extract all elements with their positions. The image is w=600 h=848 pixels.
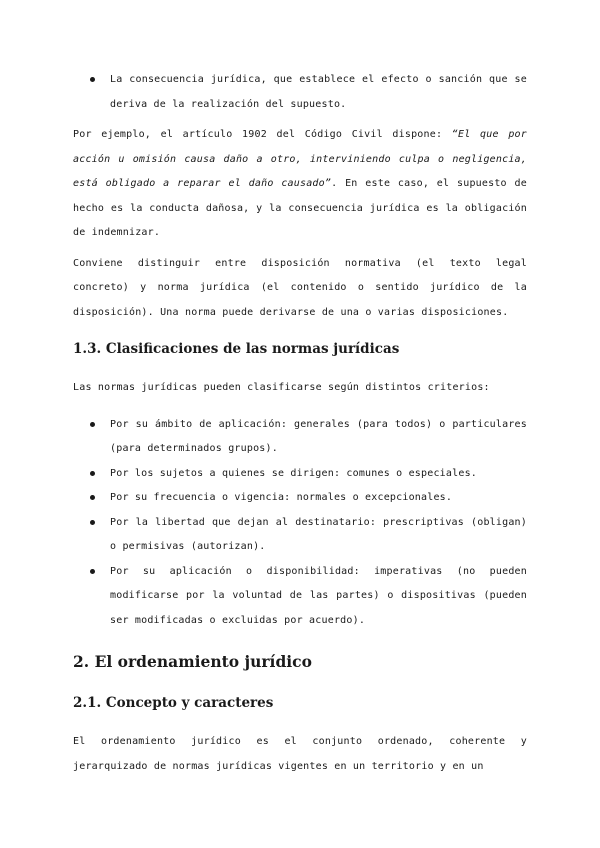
list-item: Por la libertad que dejan al destinatario: prescriptivas (obligan) o permisivas (autorizan). <box>73 511 527 560</box>
bullet-icon <box>90 471 95 476</box>
paragraph-example: Por ejemplo, el artículo 1902 del Código Civil dispone: “El que por acción u omisión causa daño a otro, interviniendo culpa o negligencia, está obligado a reparar el daño causado”. En este caso, el supuesto de hecho es la conducta dañosa, y la consecuencia jurídica es la obligación de indemnizar. <box>73 129 527 238</box>
section-heading-1-3: 1.3. Clasificaciones de las normas jurídicas <box>73 341 400 357</box>
section-heading-2-1: 2.1. Concepto y caracteres <box>73 695 274 711</box>
bullet-icon <box>90 77 95 82</box>
document-page <box>73 68 527 779</box>
list-item: La consecuencia jurídica, que establece el efecto o sanción que se deriva de la realización del supuesto. <box>73 68 527 117</box>
bullet-list-top <box>73 68 527 117</box>
bullet-icon <box>90 422 95 427</box>
paragraph-intro-classification: Las normas jurídicas pueden clasificarse según distintos criterios: <box>73 382 490 393</box>
list-item: Por los sujetos a quienes se dirigen: comunes o especiales. <box>73 462 527 487</box>
bullet-icon <box>90 495 95 500</box>
bullet-icon <box>90 569 95 574</box>
section-heading-2: 2. El ordenamiento jurídico <box>73 652 312 671</box>
quote-text: “El que por acción u omisión causa daño a otro, interviniendo culpa o negligencia, está obligado a reparar el daño causado” <box>73 129 527 189</box>
paragraph-ordenamiento: El ordenamiento jurídico es el conjunto ordenado, coherente y jerarquizado de normas jurídicas vigentes en un territorio y en un <box>73 736 527 772</box>
list-item: Por su frecuencia o vigencia: normales o excepcionales. <box>73 486 527 511</box>
bullet-icon <box>90 520 95 525</box>
paragraph-distinguish: Conviene distinguir entre disposición normativa (el texto legal concreto) y norma jurídica (el contenido o sentido jurídico de la disposición). Una norma puede derivarse de una o varias disposiciones. <box>73 257 527 318</box>
list-item: Por su ámbito de aplicación: generales (para todos) o particulares (para determinados grupos). <box>73 413 527 462</box>
list-item: Por su aplicación o disponibilidad: imperativas (no pueden modificarse por la voluntad de las partes) o dispositivas (pueden ser modificadas o excluidas por acuerdo). <box>73 560 527 634</box>
classification-list <box>73 413 527 634</box>
